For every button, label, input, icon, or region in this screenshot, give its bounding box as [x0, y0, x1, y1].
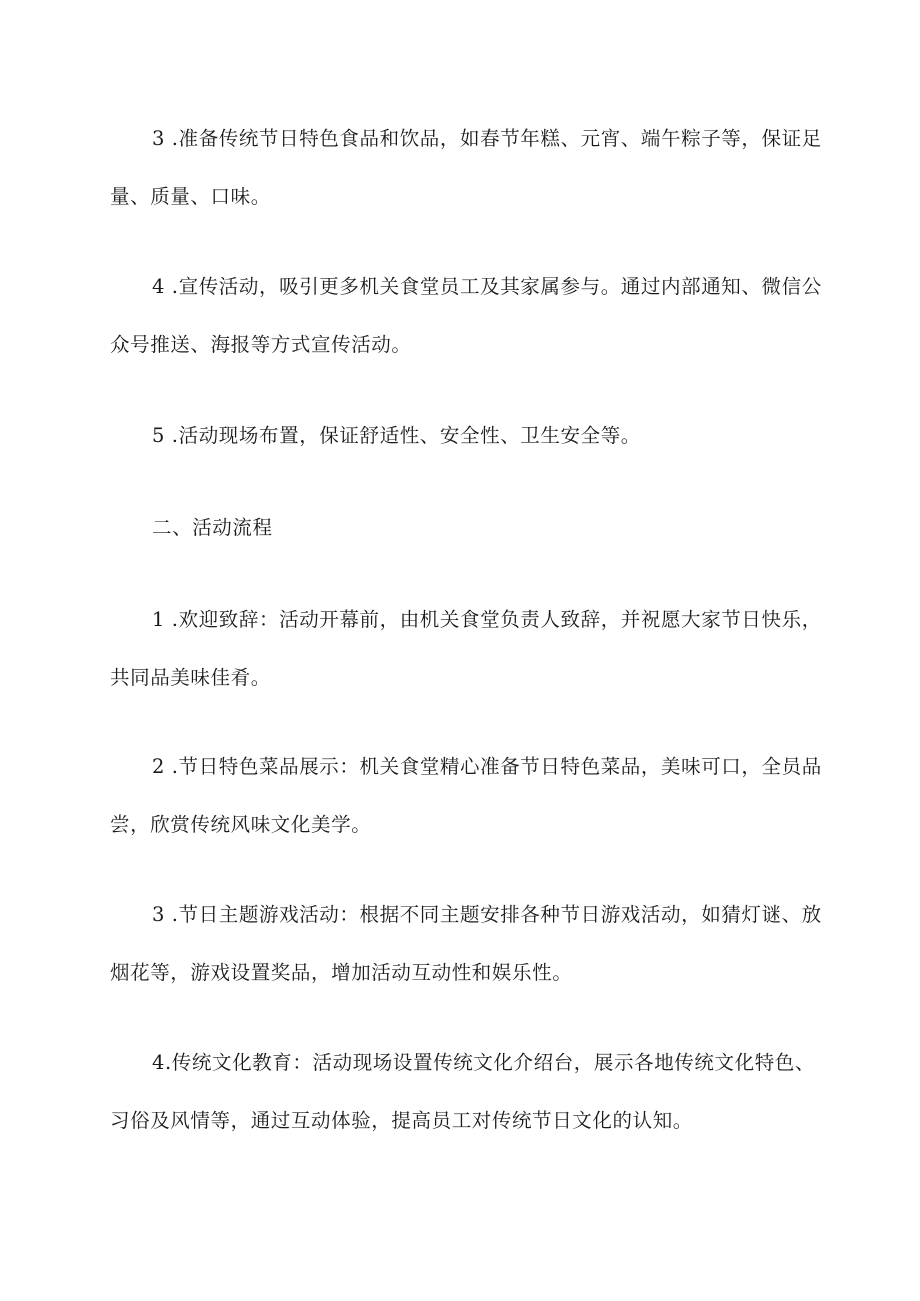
paragraph-publicity: 4 .宣传活动，吸引更多机关食堂员工及其家属参与。通过内部通知、微信公众号推送、海报等方式宣传活动。	[110, 275, 822, 356]
section-heading-activity-flow: 二、活动流程	[152, 516, 273, 539]
paragraph-venue-setup: 5 .活动现场布置，保证舒适性、安全性、卫生安全等。	[152, 424, 641, 447]
flow-item-culture-education: 4.传统文化教育：活动现场设置传统文化介绍台，展示各地传统文化特色、习俗及风情等，通过互动体验，提高员工对传统节日文化的认知。	[110, 1051, 816, 1132]
flow-item-dish-display: 2 .节日特色菜品展示：机关食堂精心准备节日特色菜品，美味可口，全员品尝，欣赏传统风味文化美学。	[110, 755, 822, 836]
paragraph-prep-food: 3 .准备传统节日特色食品和饮品，如春节年糕、元宵、端午粽子等，保证足量、质量、口味。	[110, 127, 822, 208]
flow-item-theme-games: 3 .节日主题游戏活动：根据不同主题安排各种节日游戏活动，如猜灯谜、放烟花等，游戏设置奖品，增加活动互动性和娱乐性。	[110, 903, 822, 984]
flow-item-welcome-speech: 1 .欢迎致辞：活动开幕前，由机关食堂负责人致辞，并祝愿大家节日快乐，共同品美味佳肴。	[110, 608, 822, 689]
